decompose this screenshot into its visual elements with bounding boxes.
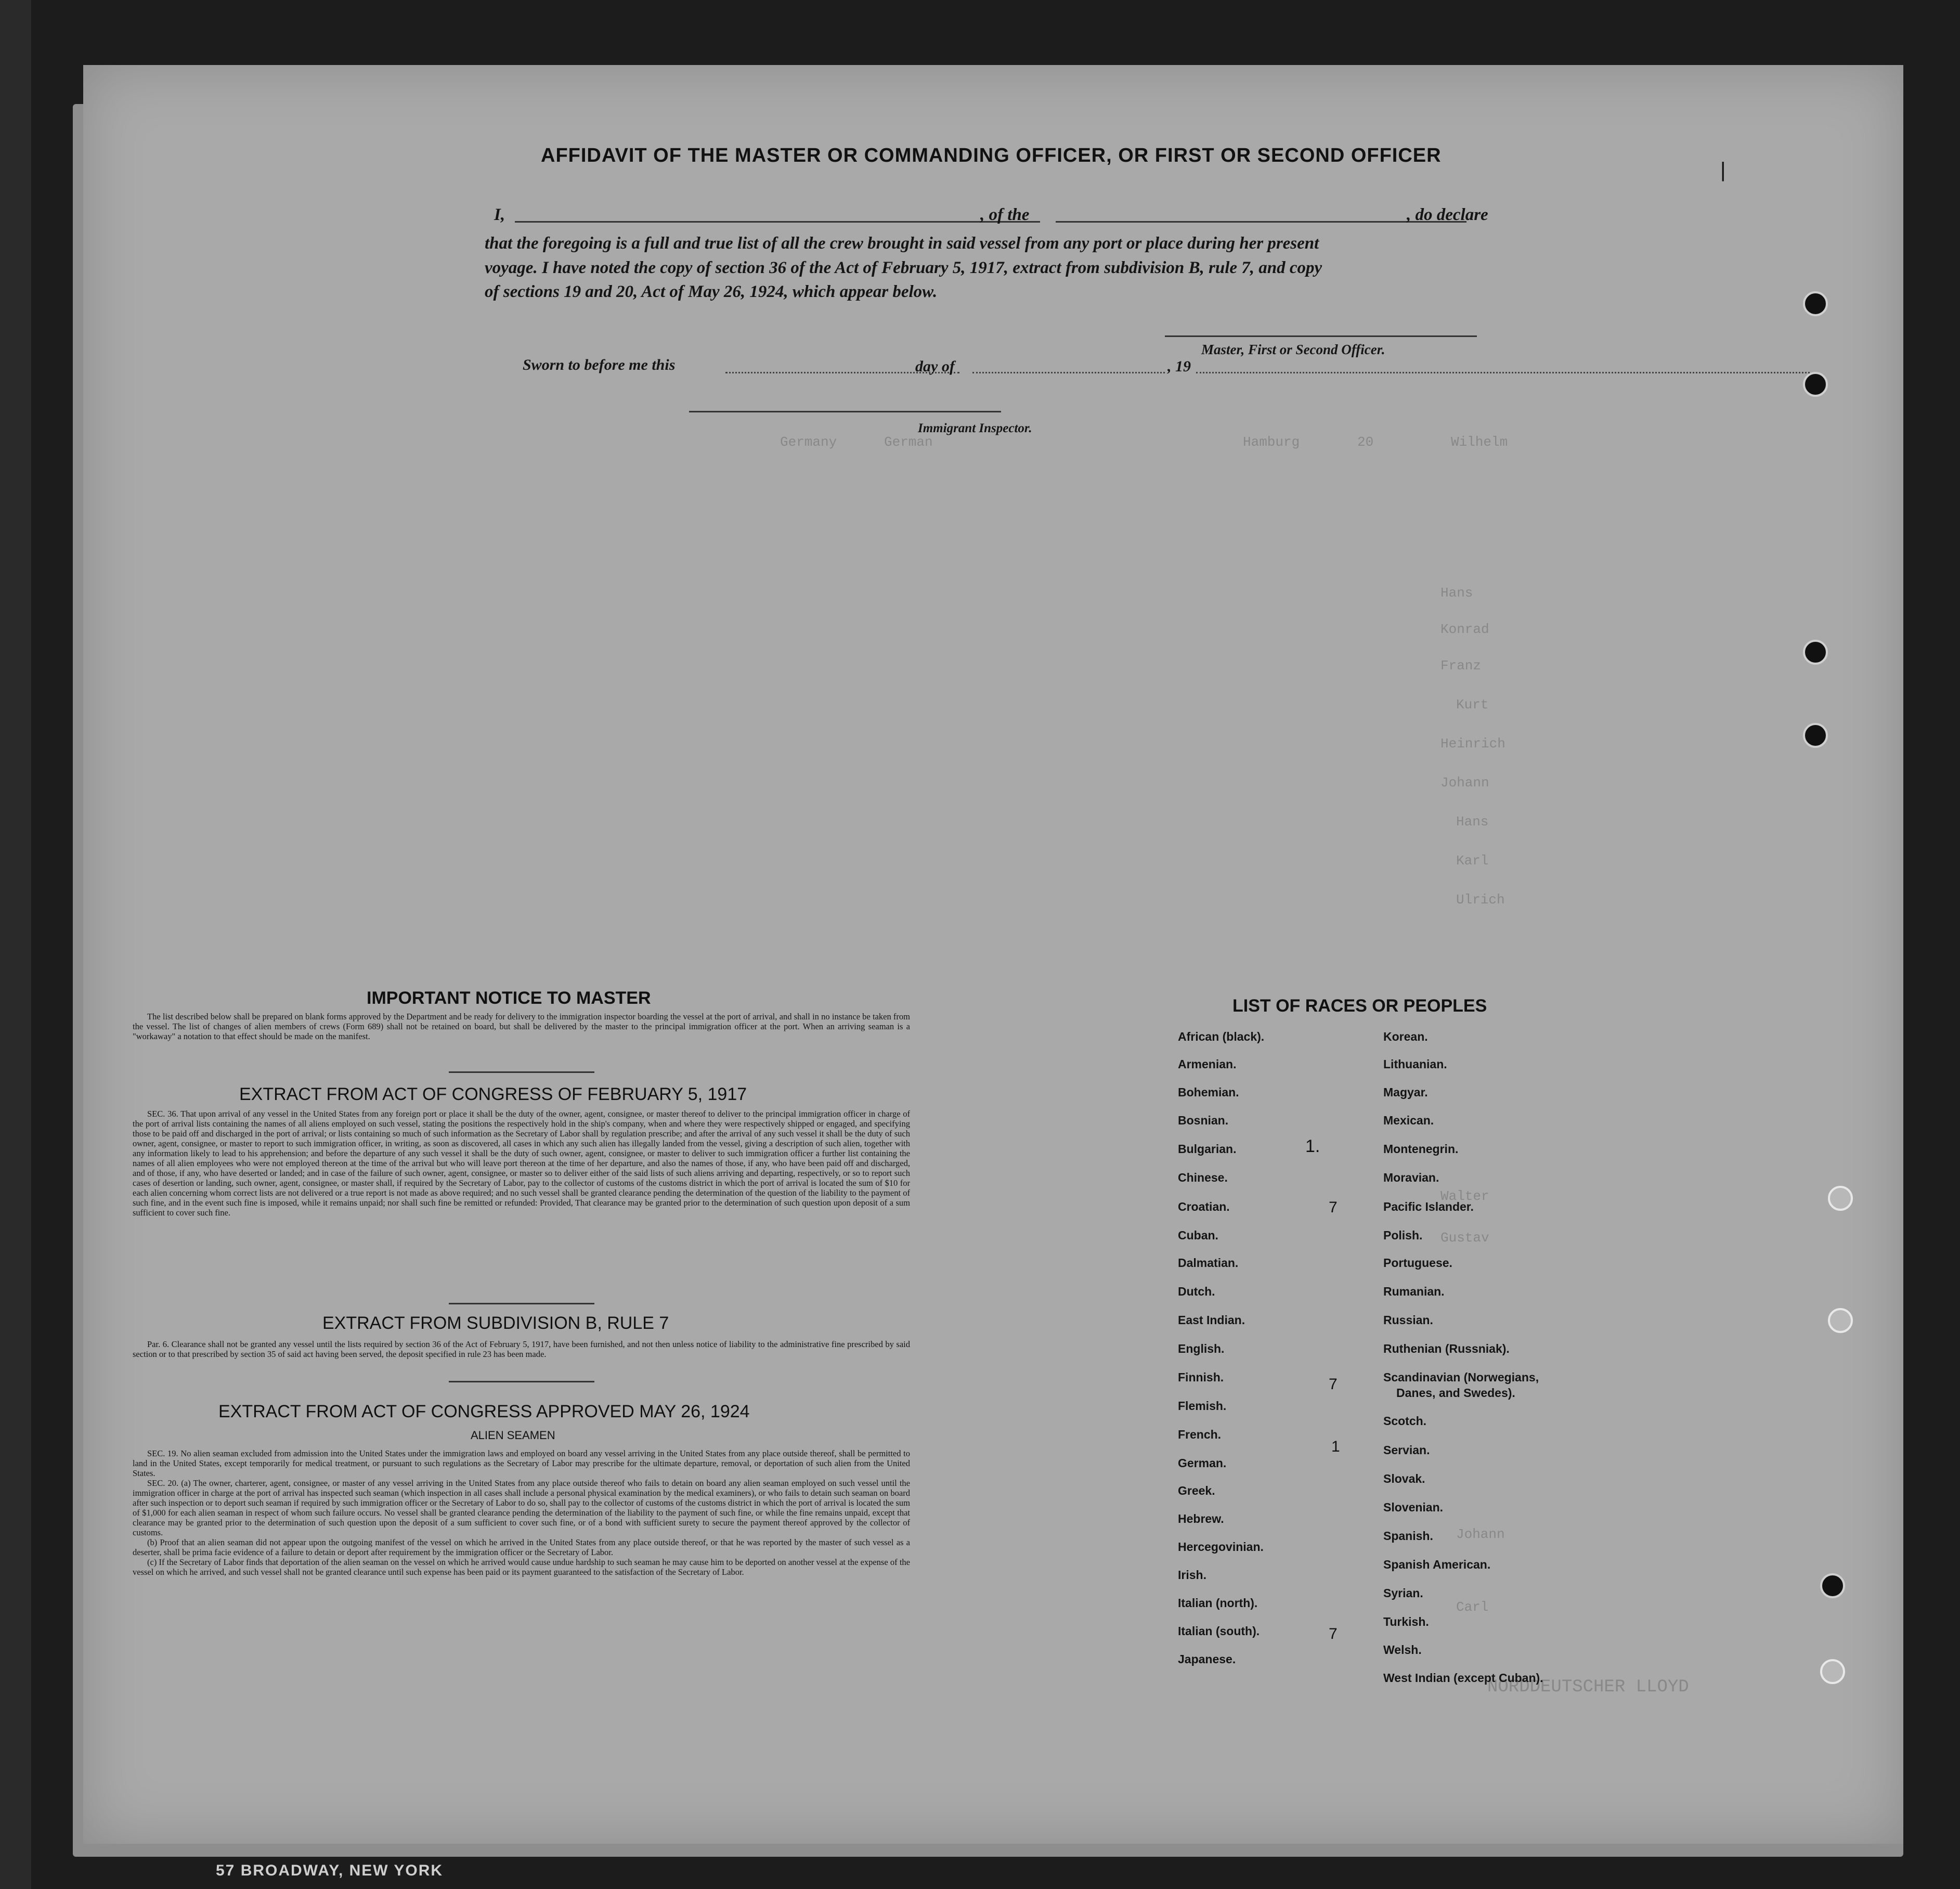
race-item: French.: [1178, 1428, 1222, 1441]
pen-mark: 7: [1329, 1625, 1338, 1642]
punch-hole: [1820, 1659, 1845, 1684]
race-item: African (black).: [1178, 1030, 1265, 1043]
punch-hole: [1803, 291, 1828, 316]
extract-rule7-title: EXTRACT FROM SUBDIVISION B, RULE 7: [322, 1313, 669, 1333]
race-item: Rumanian.: [1383, 1285, 1445, 1298]
section-20c-text: (c) If the Secretary of Labor finds that deportation of the alien seaman on the vessel on which he arrived would cause undue hardship to such seaman he may cause him to be deported on another vessel at the expense of the vessel on which he arrived, and such vessel shall not be granted clearance until such expense has been paid or its payment guaranteed to the satisfaction of the Secretary of Labor.: [133, 1557, 910, 1577]
section-20a-text: SEC. 20. (a) The owner, charterer, agent, consignee, or master of any vessel arriving in the United States from any place outside thereof who fails to detain on board any alien seaman employed on such vessel until the immigration officer in charge at the port of arrival has inspected such seaman (which inspection in all cases shall include a personal physical examination by the medical examiners), or who fails to detain such seaman on board after such inspection or to deport such seaman if required by such immigration officer or the Secretary of Labor to do so, shall pay to the collector of customs of the customs district in which the port of arrival is located the sum of $1,000 for each alien seaman in respect of whom such failure occurs. No vessel shall be granted clearance pending the determination of the liability to the payment of such fine, or while the fine remains unpaid, except that clearance may be granted prior to the determination of such question upon the deposit of a sum sufficient to cover such fine, or of a bond with sufficient surety to secure the payment thereof approved by the collector of customs.: [133, 1478, 910, 1537]
scan-edge: [0, 0, 31, 1889]
punch-hole: [1803, 723, 1828, 748]
section-20b-text: (b) Proof that an alien seaman did not appear upon the outgoing manifest of the vessel on which he arrived in the United States from any place outside thereof, or that he was reported by the master of such vessel as a deserter, shall be prima facie evidence of a failure to detain or deport after requirement by the immigration officer or the Secretary of Labor.: [133, 1537, 910, 1557]
race-item: Portuguese.: [1383, 1256, 1452, 1270]
punch-hole: [1828, 1308, 1853, 1333]
extract-1924-subtitle: ALIEN SEAMEN: [471, 1429, 555, 1442]
notice-title: IMPORTANT NOTICE TO MASTER: [367, 988, 651, 1008]
race-item: Pacific Islander.: [1383, 1200, 1474, 1213]
pen-mark: 1: [1331, 1438, 1340, 1455]
declaration-do-declare: , do declare: [1407, 205, 1488, 224]
race-item: Russian.: [1383, 1313, 1433, 1327]
race-item: Welsh.: [1383, 1643, 1422, 1657]
race-item: Scotch.: [1383, 1414, 1427, 1428]
race-item: Polish.: [1383, 1228, 1423, 1242]
race-item: Korean.: [1383, 1030, 1428, 1043]
divider: [449, 1303, 594, 1304]
race-item: Danes, and Swedes).: [1396, 1386, 1515, 1400]
vessel-blank: [1056, 221, 1466, 223]
bleed-through-text: Wilhelm: [1451, 434, 1508, 450]
race-item: Hercegovinian.: [1178, 1540, 1264, 1554]
race-item: Moravian.: [1383, 1171, 1439, 1184]
section-19-text: SEC. 19. No alien seaman excluded from admission into the United States under the immigration laws and employed on board any vessel arriving in the United States from any place outside thereof, shall be permitted to land in the United States, except temporarily for medical treatment, or pursuant to such regulations as the Secretary of Labor may prescribe for the ultimate departure, removal, or deportation of such alien from the United States.: [133, 1448, 910, 1478]
race-item: Turkish.: [1383, 1615, 1429, 1628]
race-item: Spanish.: [1383, 1529, 1433, 1543]
bleed-through-text: Johann: [1440, 775, 1489, 791]
bleed-through-text: Franz: [1440, 658, 1482, 674]
month-blank: [972, 372, 1165, 373]
inspector-signature-line: [689, 411, 1001, 412]
notice-body: [133, 1012, 910, 1041]
race-item: Cuban.: [1178, 1228, 1218, 1242]
race-item: Bosnian.: [1178, 1114, 1229, 1127]
master-label: Master, First or Second Officer.: [1201, 342, 1385, 357]
bleed-through-text: Carl: [1456, 1599, 1489, 1615]
punch-hole: [1803, 640, 1828, 665]
name-blank: [515, 221, 1040, 223]
inspector-label: Immigrant Inspector.: [918, 421, 1032, 435]
master-signature-line: [1165, 335, 1477, 337]
race-item: Magyar.: [1383, 1085, 1428, 1099]
race-item: Japanese.: [1178, 1652, 1236, 1666]
race-item: Spanish American.: [1383, 1558, 1491, 1571]
race-item: Montenegrin.: [1383, 1142, 1459, 1156]
bleed-through-text: Heinrich: [1440, 736, 1505, 752]
bleed-through-text: Ulrich: [1456, 892, 1505, 908]
race-item: Dalmatian.: [1178, 1256, 1239, 1270]
bleed-through-text: Gustav: [1440, 1230, 1489, 1246]
declaration-i: I,: [494, 205, 505, 224]
bleed-through-text: German: [884, 434, 933, 450]
race-item: Hebrew.: [1178, 1512, 1224, 1525]
year-blank: [1196, 372, 1810, 373]
pen-mark: 7: [1329, 1376, 1338, 1393]
extract-rule7-body: [133, 1339, 910, 1359]
declaration-of-the: , of the: [980, 205, 1030, 224]
extract-1917-title: EXTRACT FROM ACT OF CONGRESS OF FEBRUARY 5, 1917: [239, 1084, 747, 1104]
pen-mark: 1.: [1305, 1136, 1320, 1156]
race-item: Servian.: [1383, 1443, 1430, 1457]
race-item: Irish.: [1178, 1568, 1206, 1582]
race-item: Scandinavian (Norwegians,: [1383, 1370, 1539, 1384]
notice-paragraph: The list described below shall be prepared on blank forms approved by the Department and be ready for delivery to the immigration inspector boarding the vessel at the port of arrival, and shall in no instance be taken from the vessel. The list of changes of alien members of crews (Form 689) shall not be retained on board, but shall be delivered by the master to the principal immigration officer at the port. When an arriving seaman is a "workaway" a notation to that effect should be made on the manifest.: [133, 1012, 910, 1041]
declaration-line: of sections 19 and 20, Act of May 26, 1924, which appear below.: [485, 282, 938, 301]
pen-mark: |: [1720, 159, 1726, 182]
bleed-through-text: Kurt: [1456, 697, 1489, 713]
race-item: Finnish.: [1178, 1370, 1224, 1384]
extract-1924-title: EXTRACT FROM ACT OF CONGRESS APPROVED MAY 26, 1924: [218, 1402, 750, 1421]
bleed-through-text: Hans: [1456, 814, 1489, 830]
race-item: Greek.: [1178, 1484, 1215, 1497]
bleed-through-text: Hans: [1440, 585, 1473, 601]
race-item: Croatian.: [1178, 1200, 1230, 1213]
year-label: , 19: [1167, 358, 1191, 375]
bleed-through-text: Germany: [780, 434, 837, 450]
bleed-through-text: Johann: [1456, 1526, 1505, 1542]
bleed-through-text: 20: [1357, 434, 1374, 450]
declaration-line: that the foregoing is a full and true list of all the crew brought in said vessel from any port or place during her present: [485, 234, 1319, 253]
race-item: West Indian (except Cuban).: [1383, 1671, 1543, 1685]
bleed-through-text: NORDDEUTSCHER LLOYD: [1487, 1677, 1689, 1697]
race-item: Armenian.: [1178, 1057, 1237, 1071]
declaration-line: voyage. I have noted the copy of section 36 of the Act of February 5, 1917, extract from subdivision B, rule 7, and copy: [485, 258, 1322, 277]
race-item: Chinese.: [1178, 1171, 1228, 1184]
race-item: Bulgarian.: [1178, 1142, 1237, 1156]
race-item: Italian (south).: [1178, 1624, 1260, 1638]
race-item: Italian (north).: [1178, 1596, 1258, 1610]
sworn-label: Sworn to before me this: [523, 356, 676, 373]
divider: [449, 1381, 594, 1382]
race-item: Slovenian.: [1383, 1500, 1444, 1514]
race-item: Dutch.: [1178, 1285, 1215, 1298]
publisher-stamp: 57 BROADWAY, NEW YORK: [216, 1862, 444, 1879]
section-36-text: SEC. 36. That upon arrival of any vessel in the United States from any foreign port or place it shall be the duty of the owner, agent, consignee, or master thereof to deliver to the principal immigration officer in charge of the port of arrival lists containing the names of all aliens employed on such vessel, stating the positions the respectively hold in the ship's company, when and where they were respectively shipped or engaged, and specifying those to be paid off and discharged in the port of arrival; or lists containing so much of such information as the Secretary of Labor shall by regulation prescribe; and after the arrival of any such vessel it shall be the duty of such owner, agent, consignee, or master to report to such immigration officer, in writing, as soon as discovered, all cases in which any such alien has illegally landed from the vessel, giving a description of such alien, together with any information likely to lead to his apprehension; and before the departure of any such vessel it shall be the duty of such owner, agent, consignee, or master to deliver to such immigration officer a further list containing the names of all alien employees who were not employed thereon at the time of the arrival but who will leave port thereon at the time of her departure, and also the names of those, if any, who have been paid off and discharged, and of those, if any, who have deserted or landed; and in case of the failure of such owner, agent, consignee, or master so to deliver either of the said lists of such aliens arriving and departing, respectively, or so to report such cases of desertion or landing, such owner, agent, consignee, or master shall, if required by the Secretary of Labor, pay to the collector of customs of the customs district in which the port of arrival is located the sum of $10 for each alien concerning whom correct lists are not delivered or a true report is not made as above required; and no such vessel shall be granted clearance pending the determination of the question of the liability to the payment of such fine, and in the event such fine is imposed, while it remains unpaid; nor shall such fine be remitted or refunded: Provided, That clearance may be granted prior to the determination of such question upon deposit of a sum sufficient to cover such fine.: [133, 1109, 910, 1218]
bleed-through-text: Hamburg: [1243, 434, 1300, 450]
race-item: Syrian.: [1383, 1586, 1423, 1600]
bleed-through-text: Walter: [1440, 1188, 1489, 1204]
document-sheet: [83, 65, 1903, 1844]
day-of-label: day of: [915, 358, 955, 375]
bleed-through-text: Konrad: [1440, 622, 1489, 637]
race-item: Flemish.: [1178, 1399, 1227, 1413]
race-item: East Indian.: [1178, 1313, 1245, 1327]
affidavit-title: AFFIDAVIT OF THE MASTER OR COMMANDING OFFICER, OR FIRST OR SECOND OFFICER: [541, 145, 1442, 166]
extract-1917-body: [133, 1109, 910, 1218]
race-item: English.: [1178, 1342, 1225, 1355]
bleed-through-text: Karl: [1456, 853, 1489, 869]
divider: [449, 1071, 594, 1073]
punch-hole: [1803, 372, 1828, 397]
rule7-text: Par. 6. Clearance shall not be granted any vessel until the lists required by section 36 of the Act of February 5, 1917, have been furnished, and not then unless notice of liability to the administrative fine prescribed by said section or to that prescribed by section 35 of said act having been served, the deposit specified in rule 23 has been made.: [133, 1339, 910, 1359]
races-title: LIST OF RACES OR PEOPLES: [1232, 996, 1487, 1016]
race-item: Ruthenian (Russniak).: [1383, 1342, 1510, 1355]
race-item: Bohemian.: [1178, 1085, 1239, 1099]
pen-mark: 7: [1329, 1199, 1338, 1216]
extract-1924-body: [133, 1448, 910, 1577]
race-item: Slovak.: [1383, 1472, 1425, 1485]
race-item: German.: [1178, 1456, 1227, 1470]
race-item: Lithuanian.: [1383, 1057, 1447, 1071]
punch-hole: [1820, 1573, 1845, 1598]
punch-hole: [1828, 1186, 1853, 1211]
race-item: Mexican.: [1383, 1114, 1434, 1127]
